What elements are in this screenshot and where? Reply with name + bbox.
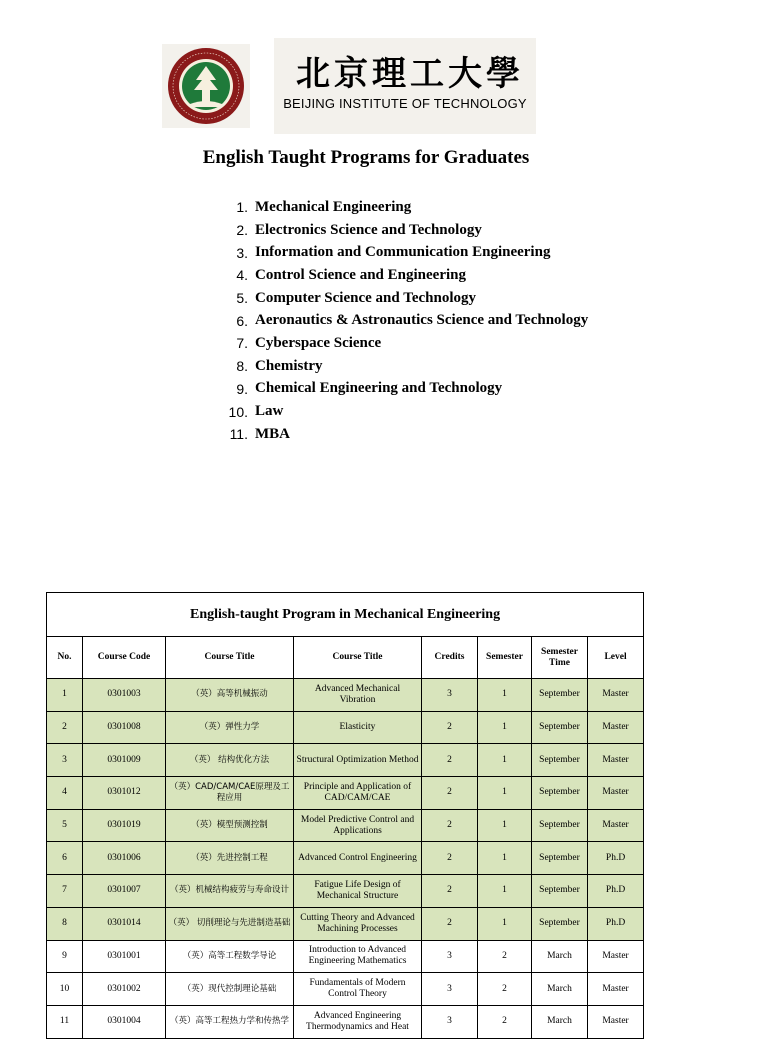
course-code-cell: 0301006 <box>83 842 166 875</box>
program-number: 2. <box>236 222 248 239</box>
row-number-cell: 7 <box>47 875 83 908</box>
program-number: 5. <box>236 290 248 307</box>
program-list <box>222 196 588 446</box>
level-cell: Ph.D <box>588 875 644 908</box>
program-item <box>222 219 588 242</box>
course-table <box>46 592 644 1039</box>
semester-time-cell: September <box>532 875 588 908</box>
column-header: Course Title <box>166 637 294 679</box>
program-item <box>222 309 588 332</box>
semester-time-cell: March <box>532 1005 588 1038</box>
semester-time-cell: March <box>532 973 588 1006</box>
program-number: 3. <box>236 244 248 261</box>
credits-cell: 2 <box>422 777 478 810</box>
column-header: Semester Time <box>532 637 588 679</box>
level-cell: Master <box>588 940 644 973</box>
course-title-en-cell: Advanced Engineering Thermodynamics and Heat <box>294 1005 422 1038</box>
course-code-cell: 0301012 <box>83 777 166 810</box>
row-number-cell: 3 <box>47 744 83 777</box>
column-header: Level <box>588 637 644 679</box>
course-title-cn-cell: （英）机械结构疲劳与寿命设计 <box>166 875 294 908</box>
course-title-cn-cell: （英）模型预测控制 <box>166 809 294 842</box>
table-row <box>47 907 644 940</box>
program-name: Chemical Engineering and Technology <box>255 380 503 397</box>
program-number: 8. <box>236 358 248 375</box>
course-title-cn-cell: （英）先进控制工程 <box>166 842 294 875</box>
program-name: Cyberspace Science <box>255 334 382 351</box>
program-name: Mechanical Engineering <box>255 198 412 215</box>
program-number: 9. <box>236 380 248 397</box>
semester-cell: 1 <box>478 842 532 875</box>
program-item <box>222 241 588 264</box>
level-cell: Master <box>588 809 644 842</box>
credits-cell: 3 <box>422 1005 478 1038</box>
table-row <box>47 711 644 744</box>
course-code-cell: 0301002 <box>83 973 166 1006</box>
level-cell: Master <box>588 679 644 712</box>
course-table-container <box>46 592 643 1039</box>
level-cell: Master <box>588 973 644 1006</box>
row-number-cell: 4 <box>47 777 83 810</box>
page-title: English Taught Programs for Graduates <box>202 147 530 168</box>
course-code-cell: 0301009 <box>83 744 166 777</box>
course-title-en-cell: Structural Optimization Method <box>294 744 422 777</box>
course-title-en-cell: Elasticity <box>294 711 422 744</box>
program-item <box>222 264 588 287</box>
course-title-en-cell: Fundamentals of Modern Control Theory <box>294 973 422 1006</box>
course-code-cell: 0301004 <box>83 1005 166 1038</box>
table-header-row <box>47 637 644 679</box>
course-title-cn-cell: （英）高等机械振动 <box>166 679 294 712</box>
university-name-en: BEIJING INSTITUTE OF TECHNOLOGY <box>283 96 527 111</box>
credits-cell: 2 <box>422 907 478 940</box>
university-name-block <box>274 38 536 134</box>
course-code-cell: 0301007 <box>83 875 166 908</box>
program-number: 10. <box>228 403 248 420</box>
row-number-cell: 9 <box>47 940 83 973</box>
credits-cell: 2 <box>422 842 478 875</box>
semester-cell: 1 <box>478 711 532 744</box>
course-title-en-cell: Cutting Theory and Advanced Machining Processes <box>294 907 422 940</box>
program-item <box>222 196 588 219</box>
level-cell: Master <box>588 777 644 810</box>
program-name: MBA <box>255 425 290 442</box>
program-item <box>222 423 588 446</box>
course-code-cell: 0301019 <box>83 809 166 842</box>
credits-cell: 2 <box>422 711 478 744</box>
row-number-cell: 8 <box>47 907 83 940</box>
program-name: Chemistry <box>255 357 323 374</box>
program-number: 6. <box>236 312 248 329</box>
credits-cell: 2 <box>422 744 478 777</box>
semester-cell: 2 <box>478 973 532 1006</box>
page-header <box>162 38 536 134</box>
credits-cell: 3 <box>422 940 478 973</box>
semester-time-cell: September <box>532 777 588 810</box>
program-name: Electronics Science and Technology <box>255 221 482 238</box>
column-header: Course Title <box>294 637 422 679</box>
row-number-cell: 6 <box>47 842 83 875</box>
course-title-cn-cell: （英）弹性力学 <box>166 711 294 744</box>
credits-cell: 2 <box>422 809 478 842</box>
semester-time-cell: September <box>532 679 588 712</box>
course-title-en-cell: Advanced Mechanical Vibration <box>294 679 422 712</box>
table-row <box>47 777 644 810</box>
semester-cell: 2 <box>478 1005 532 1038</box>
level-cell: Ph.D <box>588 907 644 940</box>
course-code-cell: 0301014 <box>83 907 166 940</box>
row-number-cell: 11 <box>47 1005 83 1038</box>
program-name: Control Science and Engineering <box>255 266 466 283</box>
semester-time-cell: September <box>532 711 588 744</box>
program-number: 4. <box>236 267 248 284</box>
semester-cell: 1 <box>478 875 532 908</box>
course-title-cn-cell: （英） 结构优化方法 <box>166 744 294 777</box>
program-item <box>222 332 588 355</box>
table-row <box>47 679 644 712</box>
row-number-cell: 5 <box>47 809 83 842</box>
program-item <box>222 400 588 423</box>
table-row <box>47 1005 644 1038</box>
course-code-cell: 0301001 <box>83 940 166 973</box>
course-title-cn-cell: （英） 切削理论与先进制造基础 <box>166 907 294 940</box>
program-name: Information and Communication Engineering <box>255 244 551 261</box>
program-item <box>222 378 588 401</box>
course-code-cell: 0301003 <box>83 679 166 712</box>
course-title-cn-cell: （英）高等工程热力学和传热学 <box>166 1005 294 1038</box>
column-header: Semester <box>478 637 532 679</box>
credits-cell: 3 <box>422 973 478 1006</box>
semester-cell: 1 <box>478 777 532 810</box>
table-row <box>47 973 644 1006</box>
program-number: 7. <box>236 335 248 352</box>
university-name-cn: 北京理工大學 <box>296 54 524 94</box>
semester-cell: 1 <box>478 744 532 777</box>
program-item <box>222 287 588 310</box>
semester-time-cell: September <box>532 907 588 940</box>
semester-cell: 2 <box>478 940 532 973</box>
column-header: No. <box>47 637 83 679</box>
university-seal <box>162 44 250 128</box>
row-number-cell: 2 <box>47 711 83 744</box>
course-title-en-cell: Fatigue Life Design of Mechanical Structure <box>294 875 422 908</box>
semester-cell: 1 <box>478 907 532 940</box>
semester-time-cell: September <box>532 744 588 777</box>
row-number-cell: 1 <box>47 679 83 712</box>
table-body <box>47 679 644 1039</box>
program-number: 11. <box>229 426 248 443</box>
program-item <box>222 355 588 378</box>
course-title-en-cell: Principle and Application of CAD/CAM/CAE <box>294 777 422 810</box>
program-name: Aeronautics & Astronautics Science and Technology <box>255 312 589 329</box>
table-row <box>47 875 644 908</box>
table-caption: English-taught Program in Mechanical Engineering <box>47 593 644 637</box>
semester-time-cell: September <box>532 842 588 875</box>
course-title-cn-cell: （英）高等工程数学导论 <box>166 940 294 973</box>
column-header: Credits <box>422 637 478 679</box>
course-title-cn-cell: （英）CAD/CAM/CAE原理及工程应用 <box>166 777 294 810</box>
table-row <box>47 842 644 875</box>
course-code-cell: 0301008 <box>83 711 166 744</box>
semester-cell: 1 <box>478 809 532 842</box>
seal-logo-icon <box>166 46 246 126</box>
course-title-en-cell: Model Predictive Control and Applications <box>294 809 422 842</box>
semester-time-cell: March <box>532 940 588 973</box>
course-title-en-cell: Introduction to Advanced Engineering Mathematics <box>294 940 422 973</box>
program-name: Law <box>255 403 284 420</box>
semester-cell: 1 <box>478 679 532 712</box>
row-number-cell: 10 <box>47 973 83 1006</box>
semester-time-cell: September <box>532 809 588 842</box>
program-number: 1. <box>236 199 248 216</box>
level-cell: Master <box>588 711 644 744</box>
credits-cell: 3 <box>422 679 478 712</box>
table-row <box>47 809 644 842</box>
level-cell: Master <box>588 744 644 777</box>
table-row <box>47 940 644 973</box>
level-cell: Master <box>588 1005 644 1038</box>
program-name: Computer Science and Technology <box>255 289 476 306</box>
course-title-en-cell: Advanced Control Engineering <box>294 842 422 875</box>
course-title-cn-cell: （英）现代控制理论基础 <box>166 973 294 1006</box>
table-row <box>47 744 644 777</box>
column-header: Course Code <box>83 637 166 679</box>
credits-cell: 2 <box>422 875 478 908</box>
level-cell: Ph.D <box>588 842 644 875</box>
